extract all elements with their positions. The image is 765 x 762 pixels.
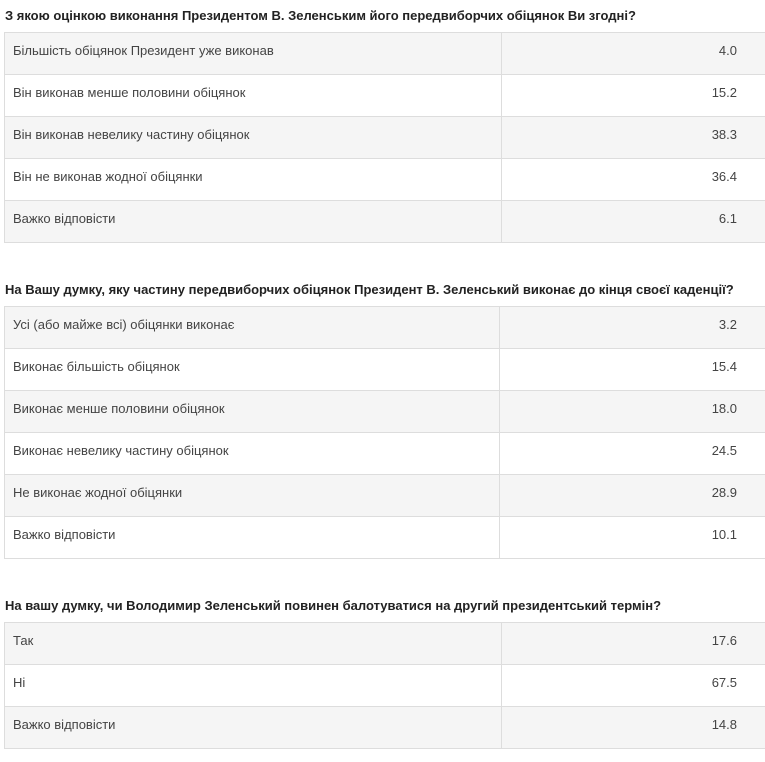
answer-value: 4.0 [502,33,765,75]
table-row [5,433,765,475]
table-row [5,391,765,433]
answer-label: Більшість обіцянок Президент уже виконав [5,33,502,75]
answer-label: Виконає невелику частину обіцянок [5,433,500,475]
table-row [5,665,765,707]
answer-label: Важко відповісти [5,707,502,749]
answer-label: Він виконав менше половини обіцянок [5,75,502,117]
answer-value: 6.1 [502,201,765,243]
answer-label: Виконає більшість обіцянок [5,349,500,391]
answer-value: 36.4 [502,159,765,201]
table-row [5,33,765,75]
answer-label: Ні [5,665,502,707]
question-1-title: З якою оцінкою виконання Президентом В. Зеленським його передвиборчих обіцянок Ви згодні? [5,8,636,23]
answer-label: Усі (або майже всі) обіцянки виконає [5,307,500,349]
answer-label: Не виконає жодної обіцянки [5,475,500,517]
table-row [5,707,765,749]
question-2-title: На Вашу думку, яку частину передвиборчих обіцянок Президент В. Зеленський виконає до кінця своєї каденції? [5,282,734,297]
results-table-3 [4,622,765,749]
answer-value: 15.2 [502,75,765,117]
answer-value: 28.9 [500,475,765,517]
table-row [5,307,765,349]
answer-label: Він виконав невелику частину обіцянок [5,117,502,159]
answer-value: 17.6 [502,623,765,665]
answer-value: 14.8 [502,707,765,749]
results-table-2 [4,306,765,559]
answer-label: Виконає менше половини обіцянок [5,391,500,433]
table-row [5,75,765,117]
table-row [5,475,765,517]
answer-label: Важко відповісти [5,201,502,243]
table-row [5,201,765,243]
answer-value: 3.2 [500,307,765,349]
answer-value: 38.3 [502,117,765,159]
table-row [5,117,765,159]
answer-label: Важко відповісти [5,517,500,559]
table-row [5,517,765,559]
answer-value: 67.5 [502,665,765,707]
question-3-title: На вашу думку, чи Володимир Зеленський повинен балотуватися на другий президентський термін? [5,598,662,613]
answer-value: 24.5 [500,433,765,475]
answer-value: 18.0 [500,391,765,433]
answer-value: 10.1 [500,517,765,559]
answer-label: Він не виконав жодної обіцянки [5,159,502,201]
table-row [5,159,765,201]
results-table-1 [4,32,765,243]
answer-label: Так [5,623,502,665]
table-row [5,349,765,391]
table-row [5,623,765,665]
answer-value: 15.4 [500,349,765,391]
